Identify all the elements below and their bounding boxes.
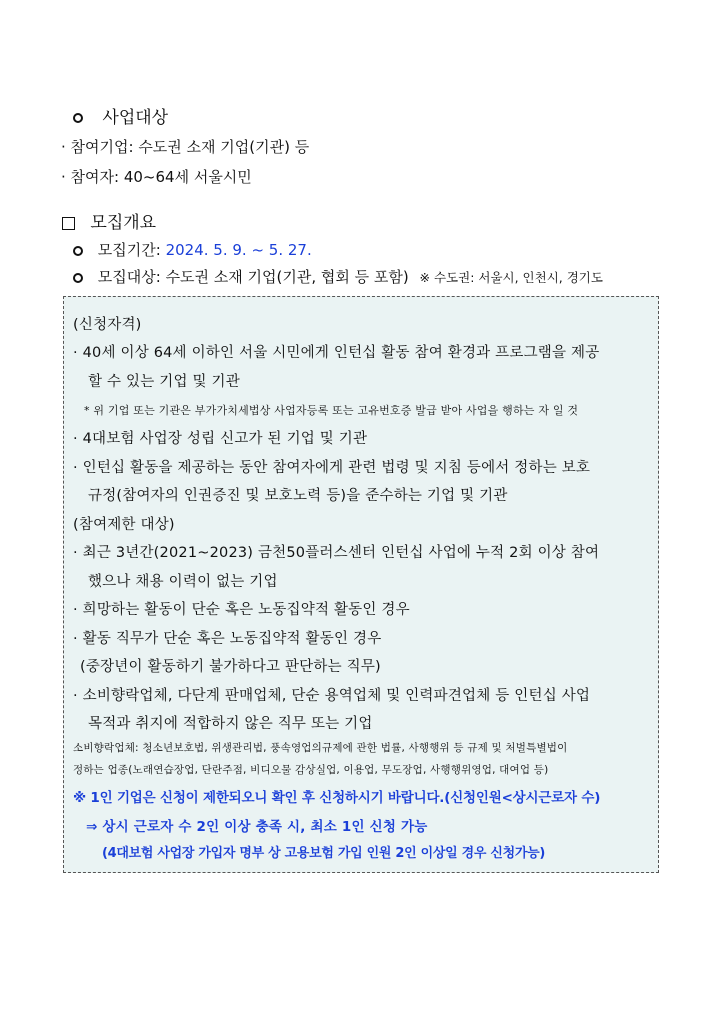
restriction-heading: (참여제한 대상) bbox=[73, 517, 175, 533]
section-recruit-overview-heading bbox=[62, 208, 156, 233]
list-item: · 희망하는 활동이 단순 혹은 노동집약적 활동인 경우 bbox=[73, 602, 410, 618]
recruit-target bbox=[73, 266, 603, 287]
qualification-heading: (신청자격) bbox=[73, 317, 142, 333]
section-title: 사업대상 bbox=[102, 108, 169, 128]
target-note: ※ 수도권: 서울시, 인천시, 경기도 bbox=[419, 270, 603, 285]
list-item-continuation: (중장년이 활동하기 불가하다고 판단하는 직무) bbox=[80, 659, 381, 675]
warning-line: ※ 1인 기업은 신청이 제한되오니 확인 후 신청하시기 바랍니다.(신청인원<상시근로자 수) bbox=[73, 790, 601, 806]
warning-line: ⇒ 상시 근로자 수 2인 이상 충족 시, 최소 1인 신청 가능 bbox=[86, 819, 428, 835]
list-item: · 소비향락업체, 다단계 판매업체, 단순 용역업체 및 인력파견업체 등 인턴십 사업 bbox=[73, 688, 591, 704]
recruit-period bbox=[73, 239, 312, 260]
section-title: 모집개요 bbox=[90, 213, 157, 233]
circle-bullet-icon bbox=[73, 246, 83, 256]
period-label: 모집기간: bbox=[97, 241, 166, 259]
list-note: * 위 기업 또는 기관은 부가가치세법상 사업자등록 또는 고유번호증 발급 받아 사업을 행하는 자 일 것 bbox=[84, 404, 579, 417]
list-item-continuation: 규정(참여자의 인권증진 및 보호노력 등)을 준수하는 기업 및 기관 bbox=[88, 488, 508, 504]
list-item: · 인턴십 활동을 제공하는 동안 참여자에게 관련 법령 및 지침 등에서 정하는 보호 bbox=[73, 460, 591, 476]
list-item: · 참여자: 40~64세 서울시민 bbox=[61, 168, 252, 186]
list-item: · 활동 직무가 단순 혹은 노동집약적 활동인 경우 bbox=[73, 631, 382, 647]
list-item: · 4대보험 사업장 성립 신고가 된 기업 및 기관 bbox=[73, 431, 368, 447]
section-business-target-heading bbox=[73, 103, 168, 128]
list-item: · 참여기업: 수도권 소재 기업(기관) 등 bbox=[61, 138, 310, 156]
period-value: 2024. 5. 9. ~ 5. 27. bbox=[165, 241, 312, 259]
list-note: 정하는 업종(노래연습장업, 단란주점, 비디오물 감상실업, 이용업, 무도장업, 사행행위영업, 대여업 등) bbox=[73, 764, 549, 776]
list-item-continuation: 할 수 있는 기업 및 기관 bbox=[88, 374, 240, 390]
list-item: · 최근 3년간(2021~2023) 금천50플러스센터 인턴십 사업에 누적 2회 이상 참여 bbox=[73, 545, 600, 561]
list-item: · 40세 이상 64세 이하인 서울 시민에게 인턴십 활동 참여 환경과 프로그램을 제공 bbox=[73, 345, 600, 361]
target-label: 모집대상: 수도권 소재 기업(기관, 협회 등 포함) bbox=[97, 268, 409, 286]
list-note: 소비향락업체: 청소년보호법, 위생관리법, 풍속영업의규제에 관한 법률, 사행행위 등 규제 및 처벌특별법이 bbox=[73, 742, 568, 754]
list-item-continuation: 했으나 채용 이력이 없는 기업 bbox=[88, 574, 278, 590]
circle-bullet-icon bbox=[73, 273, 83, 283]
circle-bullet-icon bbox=[73, 113, 83, 123]
list-item-continuation: 목적과 취지에 적합하지 않은 직무 또는 기업 bbox=[88, 716, 373, 732]
warning-line: (4대보험 사업장 가입자 명부 상 고용보험 가입 인원 2인 이상일 경우 신청가능) bbox=[102, 846, 545, 861]
square-bullet-icon bbox=[62, 217, 75, 230]
